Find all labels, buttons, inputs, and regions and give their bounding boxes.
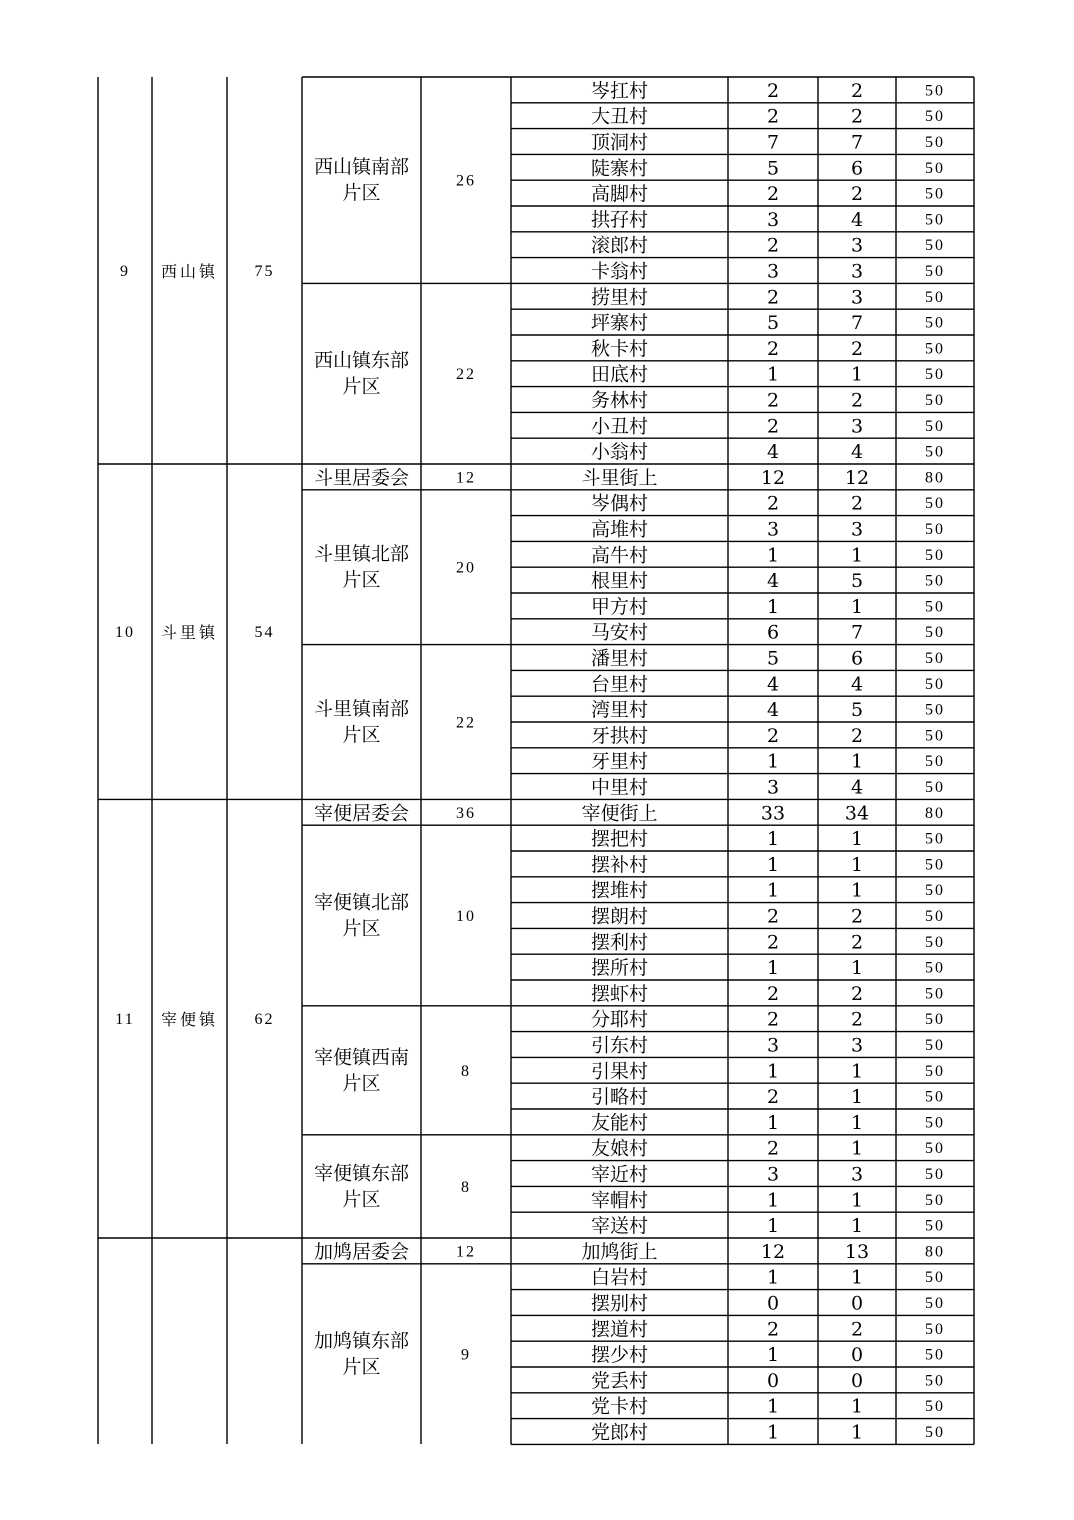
village-name-cell: 友能村 [590,1111,649,1134]
village-name-cell: 大丑村 [590,105,649,128]
value-cell-a: 1 [766,828,780,851]
village-name-cell: 摆利村 [590,931,649,954]
value-cell-c: 50 [925,1140,945,1158]
village-name-cell: 摆堆村 [590,879,649,902]
value-cell-b: 0 [850,1292,864,1315]
value-cell-c: 50 [925,392,945,409]
value-cell-b: 1 [850,879,864,902]
village-name-cell: 引果村 [590,1060,649,1083]
area-name-line1: 西山镇东部 [313,349,410,372]
value-cell-b: 1 [850,1189,864,1212]
value-cell-a: 2 [766,337,780,360]
village-name-cell: 白岩村 [590,1266,649,1289]
value-cell-c: 50 [925,159,945,177]
value-cell-b: 1 [850,595,864,618]
value-cell-a: 3 [766,1034,780,1057]
value-cell-c: 50 [925,779,945,796]
value-cell-a: 2 [766,79,780,102]
value-cell-a: 2 [766,286,780,309]
value-cell-c: 50 [925,856,945,874]
village-name-cell: 摆虾村 [590,982,649,1005]
value-cell-c: 50 [925,495,945,513]
value-cell-b: 1 [850,363,864,386]
value-cell-a: 1 [766,1266,780,1289]
area-count-cell: 26 [456,172,476,190]
village-name-cell: 摆把村 [590,828,649,851]
village-name-cell: 田底村 [590,363,649,386]
value-cell-a: 6 [766,621,780,644]
area-count-cell: 10 [456,908,476,925]
value-cell-c: 80 [925,469,945,487]
value-cell-b: 4 [850,776,864,799]
village-name-cell: 宰帽村 [590,1189,649,1212]
area-name-line2: 片区 [342,724,381,746]
village-name-cell: 甲方村 [590,595,649,618]
value-cell-b: 3 [850,415,864,438]
value-cell-b: 1 [850,1395,864,1418]
village-name-cell: 潘里村 [590,647,649,670]
value-cell-c: 50 [925,1062,945,1080]
value-cell-a: 5 [766,157,780,180]
value-cell-a: 2 [766,415,780,438]
village-name-cell: 摆朗村 [590,905,649,928]
value-cell-a: 1 [766,1215,780,1238]
value-cell-a: 2 [766,1137,780,1160]
village-name-cell: 宰送村 [590,1215,649,1238]
village-name-cell: 宰近村 [590,1163,649,1186]
value-cell-c: 50 [925,1166,945,1183]
village-name-cell: 引略村 [590,1086,649,1109]
value-cell-c: 50 [925,443,945,461]
area-count-cell: 9 [461,1346,471,1364]
area-name-line2: 片区 [342,1356,381,1379]
value-cell-b: 13 [844,1240,870,1263]
area-count-cell: 12 [456,469,476,487]
village-name-cell: 湾里村 [590,699,649,722]
village-name-cell: 引东村 [590,1034,649,1057]
value-cell-b: 1 [850,1421,864,1444]
value-cell-c: 50 [925,237,945,255]
value-cell-c: 50 [925,572,945,590]
area-name-line2: 片区 [342,1188,381,1211]
value-cell-c: 50 [925,598,945,616]
village-name-cell: 斗里街上 [581,466,658,489]
town-total-cell: 75 [254,263,275,280]
value-cell-a: 2 [766,1086,780,1109]
town-name-cell: 西山镇 [160,262,219,281]
value-cell-b: 1 [850,828,864,851]
area-count-cell: 22 [456,366,476,384]
value-cell-c: 50 [925,959,945,977]
area-name-line2: 片区 [342,182,381,205]
value-cell-c: 50 [925,211,945,229]
value-cell-b: 3 [850,260,864,283]
value-cell-a: 2 [766,724,780,747]
village-name-cell: 党卡村 [590,1395,649,1418]
village-name-cell: 坪寨村 [590,312,649,335]
village-name-cell: 摆少村 [590,1344,649,1367]
value-cell-b: 12 [844,466,870,489]
value-cell-b: 2 [850,389,864,412]
area-name-cell: 加鸠居委会 [313,1240,410,1263]
value-cell-b: 7 [850,131,864,154]
value-cell-c: 80 [925,1243,945,1261]
value-cell-b: 1 [850,1111,864,1134]
value-cell-c: 50 [925,108,945,126]
value-cell-b: 4 [850,673,864,696]
value-cell-c: 50 [925,1037,945,1054]
value-cell-c: 50 [925,624,945,642]
value-cell-a: 5 [766,312,780,335]
value-cell-c: 50 [925,882,945,900]
area-count-cell: 12 [456,1243,476,1261]
village-name-cell: 台里村 [590,673,649,696]
value-cell-a: 3 [766,260,780,283]
value-cell-a: 7 [766,131,780,154]
value-cell-c: 50 [925,134,945,151]
value-cell-c: 50 [925,314,945,332]
area-count-cell: 36 [456,804,476,822]
area-name-line2: 片区 [342,375,381,398]
town-name-cell: 宰便镇 [160,1010,219,1030]
value-cell-a: 1 [766,544,780,567]
value-cell-b: 1 [850,853,864,876]
town-total-cell: 54 [254,624,275,642]
value-cell-b: 3 [850,234,864,257]
village-name-cell: 高脚村 [590,183,649,206]
value-cell-c: 50 [925,650,945,667]
value-cell-c: 50 [925,340,945,358]
value-cell-a: 1 [766,750,780,773]
village-name-cell: 友娘村 [590,1137,649,1160]
village-name-cell: 滚郎村 [590,234,649,257]
value-cell-b: 1 [850,1266,864,1289]
value-cell-b: 2 [850,724,864,747]
value-cell-a: 2 [766,183,780,206]
village-name-cell: 中里村 [590,776,649,799]
area-name-line2: 片区 [342,917,381,940]
value-cell-a: 1 [766,957,780,980]
value-cell-a: 2 [766,905,780,928]
value-cell-a: 1 [766,1111,780,1134]
village-name-cell: 卡翁村 [590,260,649,283]
value-cell-b: 0 [850,1369,864,1392]
value-cell-c: 50 [925,1424,945,1441]
value-cell-b: 2 [850,105,864,128]
village-name-cell: 陡寨村 [590,157,649,180]
town-total-cell: 62 [254,1011,275,1029]
value-cell-b: 2 [850,337,864,360]
value-cell-c: 50 [925,675,945,693]
area-name-line1: 加鸠镇东部 [313,1330,410,1353]
value-cell-a: 2 [766,1008,780,1031]
village-name-cell: 摆道村 [590,1318,649,1341]
village-name-cell: 小丑村 [590,415,649,438]
value-cell-a: 4 [766,673,780,696]
value-cell-a: 1 [766,1421,780,1444]
area-count-cell: 20 [456,559,476,577]
value-cell-b: 2 [850,79,864,102]
value-cell-b: 6 [850,647,864,670]
value-cell-a: 12 [760,1240,786,1263]
area-name-line1: 斗里镇北部 [313,543,410,566]
value-cell-c: 50 [925,1346,945,1364]
village-name-cell: 摆补村 [590,853,649,876]
village-name-cell: 拱孖村 [590,208,649,231]
value-cell-b: 1 [850,1215,864,1238]
value-cell-a: 3 [766,1163,780,1186]
value-cell-a: 2 [766,1318,780,1341]
value-cell-b: 2 [850,492,864,515]
value-cell-c: 50 [925,1191,945,1209]
value-cell-b: 2 [850,982,864,1005]
value-cell-b: 7 [850,621,864,644]
village-name-cell: 高堆村 [590,518,649,541]
value-cell-b: 2 [850,183,864,206]
value-cell-c: 50 [925,1269,945,1287]
village-name-cell: 秋卡村 [590,337,649,360]
value-cell-b: 7 [850,312,864,335]
value-cell-a: 4 [766,441,780,464]
value-cell-c: 50 [925,727,945,745]
value-cell-b: 2 [850,905,864,928]
value-cell-c: 50 [925,933,945,951]
area-name-cell: 宰便居委会 [313,802,410,825]
area-name-line1: 宰便镇北部 [313,891,410,914]
village-name-cell: 岑偶村 [590,492,649,515]
value-cell-a: 2 [766,234,780,257]
value-cell-b: 4 [850,208,864,231]
value-cell-b: 1 [850,1137,864,1160]
value-cell-c: 50 [925,1088,945,1106]
area-name-line1: 宰便镇西南 [313,1046,410,1069]
value-cell-b: 3 [850,1163,864,1186]
value-cell-a: 3 [766,518,780,541]
village-name-cell: 党丢村 [590,1369,649,1392]
value-cell-b: 34 [844,802,870,825]
value-cell-c: 50 [925,366,945,384]
value-cell-a: 2 [766,389,780,412]
value-cell-c: 50 [925,908,945,925]
village-name-cell: 捞里村 [590,286,649,309]
value-cell-b: 0 [850,1344,864,1367]
village-name-cell: 分耶村 [590,1008,649,1031]
value-cell-a: 1 [766,1344,780,1367]
value-cell-a: 1 [766,879,780,902]
area-name-line2: 片区 [342,1072,381,1095]
value-cell-c: 50 [925,288,945,306]
value-cell-c: 50 [925,1295,945,1312]
value-cell-a: 2 [766,982,780,1005]
value-cell-a: 12 [760,466,786,489]
village-name-cell: 牙里村 [590,750,649,773]
value-cell-c: 50 [925,185,945,203]
value-cell-c: 50 [925,701,945,719]
village-name-cell: 党郎村 [590,1421,649,1444]
value-cell-c: 50 [925,985,945,1003]
village-name-cell: 务林村 [590,389,649,412]
value-cell-a: 4 [766,570,780,593]
value-cell-c: 50 [925,82,945,100]
value-cell-c: 50 [925,1398,945,1416]
value-cell-a: 2 [766,931,780,954]
value-cell-c: 50 [925,753,945,771]
value-cell-c: 50 [925,417,945,435]
value-cell-b: 5 [850,699,864,722]
town-name-cell: 斗里镇 [160,623,219,643]
value-cell-a: 4 [766,699,780,722]
value-cell-a: 1 [766,363,780,386]
value-cell-a: 1 [766,1060,780,1083]
value-cell-b: 6 [850,157,864,180]
town-index-cell: 9 [120,263,130,280]
value-cell-c: 50 [925,830,945,848]
value-cell-a: 33 [760,802,786,825]
area-count-cell: 8 [461,1062,471,1080]
village-name-cell: 加鸠街上 [581,1240,658,1263]
value-cell-b: 3 [850,518,864,541]
value-cell-c: 50 [925,546,945,564]
area-name-cell: 斗里居委会 [313,466,410,489]
value-cell-b: 1 [850,1086,864,1109]
value-cell-a: 5 [766,647,780,670]
value-cell-a: 1 [766,1395,780,1418]
value-cell-c: 50 [925,1372,945,1390]
value-cell-b: 3 [850,286,864,309]
area-name-line1: 宰便镇东部 [313,1162,410,1185]
value-cell-b: 1 [850,544,864,567]
area-count-cell: 22 [456,714,476,732]
value-cell-b: 2 [850,1008,864,1031]
value-cell-a: 1 [766,595,780,618]
value-cell-c: 50 [925,263,945,280]
value-cell-c: 80 [925,804,945,822]
value-cell-a: 1 [766,853,780,876]
village-name-cell: 马安村 [590,621,649,644]
village-name-cell: 顶洞村 [590,131,649,154]
value-cell-b: 4 [850,441,864,464]
value-cell-b: 1 [850,1060,864,1083]
area-name-line1: 西山镇南部 [313,156,410,179]
value-cell-a: 0 [766,1292,780,1315]
village-name-cell: 宰便街上 [581,802,658,825]
value-cell-c: 50 [925,1114,945,1132]
value-cell-a: 1 [766,1189,780,1212]
village-name-cell: 牙拱村 [590,724,649,747]
area-name-line2: 片区 [342,569,381,592]
value-cell-a: 3 [766,776,780,799]
village-name-cell: 摆所村 [590,957,649,980]
value-cell-b: 2 [850,1318,864,1341]
village-name-cell: 小翁村 [590,441,649,464]
village-name-cell: 摆别村 [590,1292,649,1315]
value-cell-b: 2 [850,931,864,954]
value-cell-c: 50 [925,1217,945,1235]
value-cell-c: 50 [925,1011,945,1029]
value-cell-a: 2 [766,492,780,515]
value-cell-b: 5 [850,570,864,593]
value-cell-a: 2 [766,105,780,128]
value-cell-b: 1 [850,957,864,980]
area-count-cell: 8 [461,1178,471,1196]
town-index-cell: 11 [115,1011,135,1029]
town-index-cell: 10 [115,624,135,642]
area-name-line1: 斗里镇南部 [313,698,410,720]
value-cell-b: 1 [850,750,864,773]
value-cell-c: 50 [925,1320,945,1338]
value-cell-c: 50 [925,521,945,538]
value-cell-a: 3 [766,208,780,231]
value-cell-b: 3 [850,1034,864,1057]
village-name-cell: 岑扛村 [590,79,649,102]
village-name-cell: 高牛村 [590,544,649,567]
value-cell-a: 0 [766,1369,780,1392]
village-name-cell: 根里村 [590,570,649,593]
